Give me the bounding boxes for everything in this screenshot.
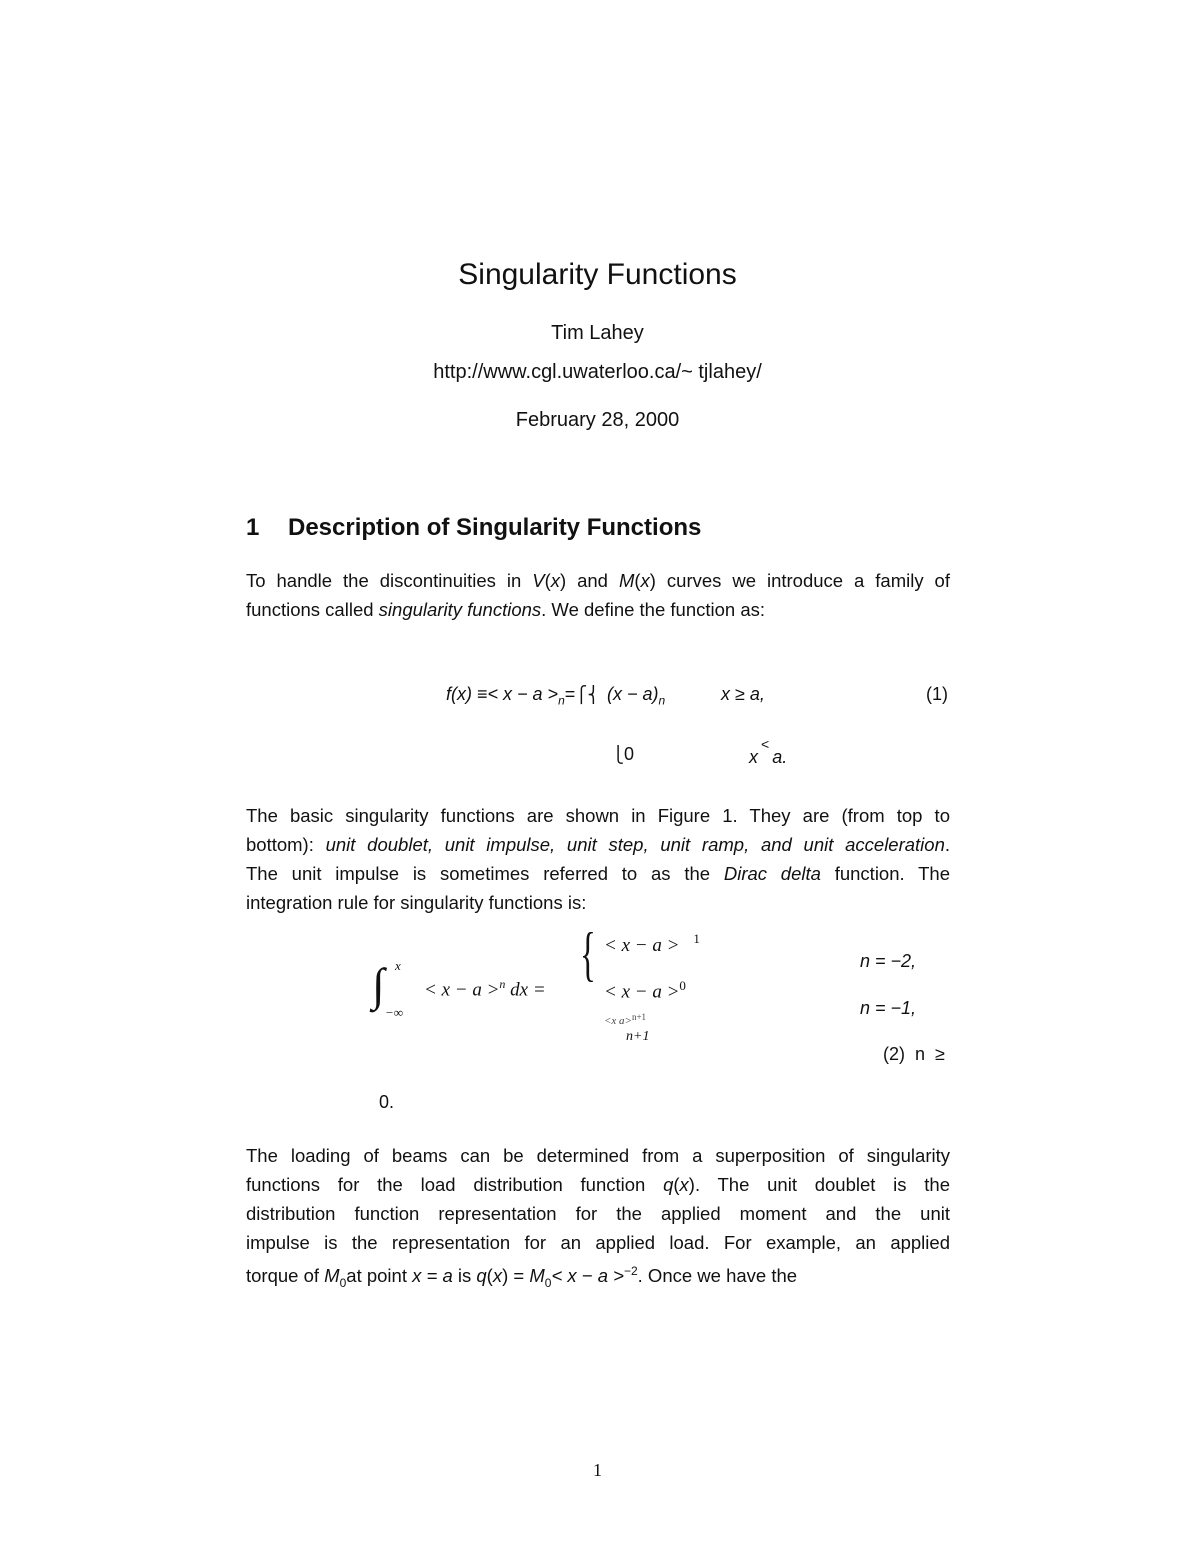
paragraph-intro [246,566,950,624]
integral-condition-2: n = −1, [860,998,917,1018]
paragraph-line: The basic singularity functions are shown in Figure 1. They are (from top to [246,805,950,826]
equation-1-condition-1: x ≥ a, [721,684,765,704]
section-number: 1 [246,514,260,541]
integral-case-3-denominator: n+1 [626,1029,650,1044]
paragraph-line: functions for the load distribution function q(x). The unit doublet is the [246,1174,950,1195]
integral-case-2: < x − a >$^0$ [604,978,686,1003]
section-heading [246,514,701,542]
equation-1-number: (1) [926,684,948,704]
paragraph-line: integration rule for singularity functions is: [246,892,587,913]
integrand: < x − a >$^n$ dx = [424,977,546,1001]
document-title: Singularity Functions [458,258,737,291]
paragraph-line: To handle the discontinuities in V(x) and M(x) curves we introduce a family of [246,570,950,591]
section-title: Description of Singularity Functions [288,514,702,541]
author-name: Tim Lahey [551,322,644,344]
paragraph-line: functions called singularity functions. We define the function as: [246,599,766,620]
integral-sign: ∫ [372,959,385,1010]
equation-2-number: (2) n ≥ [883,1044,945,1064]
paragraph-line: The loading of beams can be determined from a superposition of singularity [246,1145,950,1166]
integral-upper-limit: x [395,958,401,973]
equation-1-condition-2: x<a. [749,736,788,767]
equation-1-case-2: ⎩0 [612,744,635,764]
author-url: http://www.cgl.uwaterloo.ca/~ tjlahey/ [433,361,762,383]
page-number: 1 [593,1460,602,1480]
paragraph-line: bottom): unit doublet, unit impulse, unit step, unit ramp, and unit acceleration. [246,834,951,855]
paragraph-line: The unit impulse is sometimes referred to as the Dirac delta function. The [246,863,950,884]
integral-lower-limit: −∞ [385,1005,404,1020]
paragraph-line: torque of $M_0at$ point x = a is $q(x) = M_0< x - a >^{-2}$. Once we have the [246,1264,798,1290]
integral-case-1: < x − a > $^1$ [604,931,700,956]
paragraph-line: distribution function representation for the applied moment and the unit [246,1203,950,1224]
integral-condition-1: n = −2, [860,951,917,971]
paragraph-beam-loading [246,1141,950,1298]
equation-1-lhs: $f(x) \equiv< x - a >_n=⎧⎨$ [446,684,600,708]
integral-case-3-numerator: <x a>$^{n+1}$ [604,1012,647,1027]
paragraph-line: impulse is the representation for an applied load. For example, an applied [246,1232,950,1253]
cases-brace: { [580,921,596,987]
paragraph-basic-functions [246,801,950,917]
equation-1-case-1: $(x - a)_n$ [607,684,666,708]
equation-2-wrap: 0. [379,1092,395,1112]
document-date: February 28, 2000 [515,409,680,431]
